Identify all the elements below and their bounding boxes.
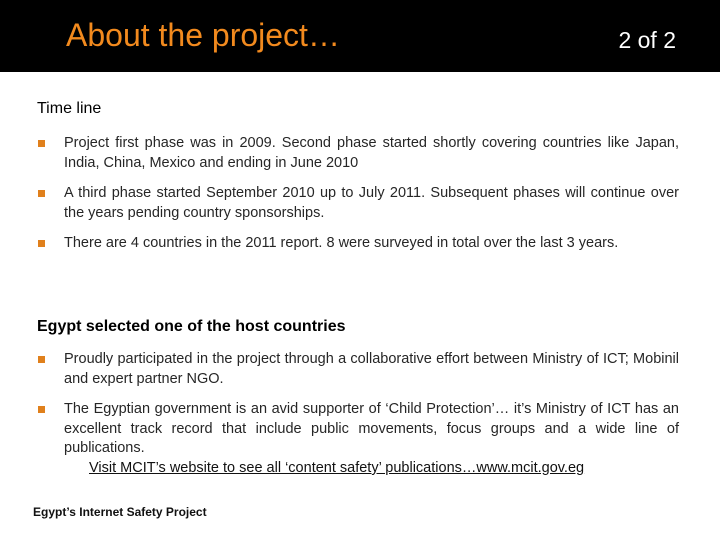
- square-bullet-icon: [38, 356, 45, 363]
- footer-project-name: Egypt’s Internet Safety Project: [33, 505, 207, 519]
- timeline-bullet: [37, 234, 679, 254]
- egypt-bullet-list: [37, 350, 679, 459]
- timeline-heading: Time line: [37, 100, 102, 117]
- square-bullet-icon: [38, 240, 45, 247]
- egypt-bullet: [37, 400, 679, 459]
- egypt-heading: Egypt selected one of the host countries: [37, 318, 346, 335]
- square-bullet-icon: [38, 190, 45, 197]
- bullet-text: Proudly participated in the project through a collaborative effort between Ministry of ICT; Mobinil and expert partner NGO.: [64, 351, 679, 387]
- bullet-text: The Egyptian government is an avid supporter of ‘Child Protection’… it’s Ministry of ICT has an excellent track record that include public movements, focus groups and a wide line of publications.: [64, 401, 679, 456]
- bullet-text: Project first phase was in 2009. Second phase started shortly covering countries like Japan, India, China, Mexico and ending in June 2010: [64, 135, 679, 171]
- timeline-bullet: [37, 184, 679, 223]
- timeline-bullet: [37, 134, 679, 173]
- square-bullet-icon: [38, 406, 45, 413]
- bullet-text: A third phase started September 2010 up to July 2011. Subsequent phases will continue over the years pending country sponsorships.: [64, 185, 679, 221]
- mcit-website-link[interactable]: Visit MCIT’s website to see all ‘content safety’ publications…www.mcit.gov.eg: [89, 460, 585, 476]
- timeline-bullet-list: [37, 134, 679, 254]
- bullet-text: There are 4 countries in the 2011 report. 8 were surveyed in total over the last 3 years.: [64, 235, 619, 251]
- page-indicator: 2 of 2: [618, 27, 676, 53]
- header-bar: [0, 0, 720, 72]
- egypt-bullet: [37, 350, 679, 389]
- square-bullet-icon: [38, 140, 45, 147]
- slide-title: About the project…: [66, 17, 340, 53]
